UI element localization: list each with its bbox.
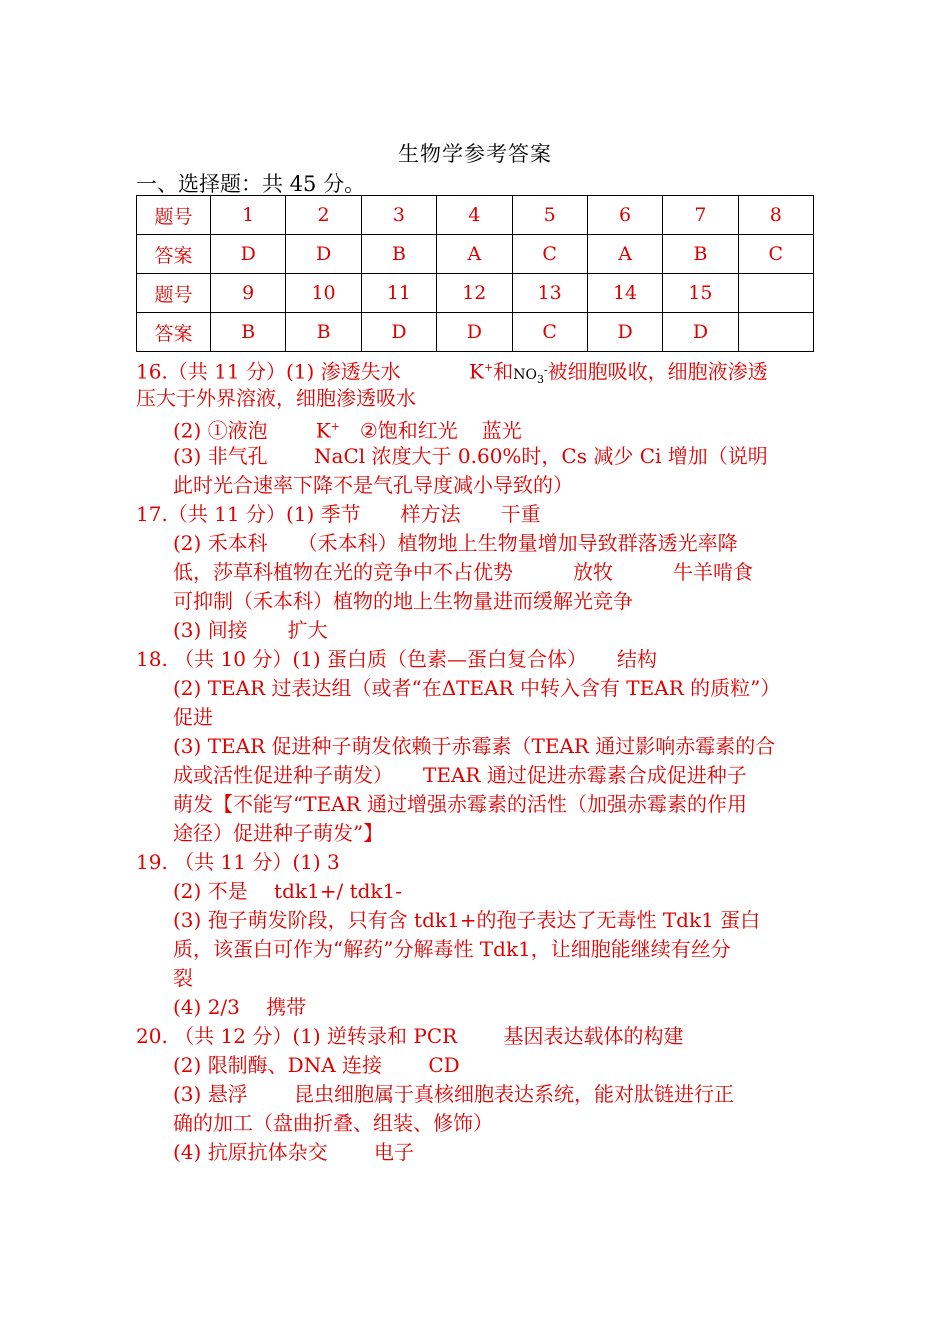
table-cell: 9	[211, 274, 286, 313]
q17-line-3: 低，莎草科植物在光的竞争中不占优势 放牧 牛羊啃食	[173, 560, 753, 584]
q16-line-2: 压大于外界溶液，细胞渗透吸水	[136, 386, 416, 410]
section-heading: 一、选择题：共 45 分。	[136, 172, 366, 196]
table-cell: 6	[587, 196, 662, 235]
q17-line-5: (3) 间接 扩大	[173, 618, 328, 642]
q18-line-7: 途径）促进种子萌发”】	[173, 821, 384, 845]
q19-line-2: (2) 不是 tdk1+/ tdk1-	[173, 879, 403, 903]
table-cell: 12	[437, 274, 512, 313]
q18-line-4: (3) TEAR 促进种子萌发依赖于赤霉素（TEAR 通过影响赤霉素的合	[173, 734, 776, 758]
q19-line-5: 裂	[173, 966, 193, 990]
q16-line-3: (2) ①液泡 K+ ②饱和红光 蓝光	[173, 418, 522, 443]
table-row	[137, 196, 814, 235]
table-cell: A	[437, 235, 512, 274]
q19-line-6: (4) 2/3 携带	[173, 995, 307, 1019]
table-cell: 10	[286, 274, 361, 313]
q20-line-1: 20. （共 12 分）(1) 逆转录和 PCR 基因表达载体的构建	[136, 1024, 684, 1048]
table-cell: 15	[663, 274, 738, 313]
table-row	[137, 235, 814, 274]
q17-line-2: (2) 禾本科 （禾本科）植物地上生物量增加导致群落透光率降	[173, 531, 738, 555]
q20-line-5: (4) 抗原抗体杂交 电子	[173, 1140, 415, 1164]
table-cell: 1	[211, 196, 286, 235]
table-row-header: 题号	[137, 274, 211, 313]
table-cell: A	[587, 235, 662, 274]
table-cell: D	[437, 313, 512, 352]
table-cell: C	[738, 235, 813, 274]
table-cell: D	[663, 313, 738, 352]
table-cell: 13	[512, 274, 587, 313]
table-cell: B	[211, 313, 286, 352]
table-cell	[738, 313, 813, 352]
q16-line-5: 此时光合速率下降不是气孔导度减小导致的）	[173, 473, 573, 497]
table-row	[137, 274, 814, 313]
q16-line-4: (3) 非气孔 NaCl 浓度大于 0.60%时，Cs 减少 Ci 增加（说明	[173, 444, 768, 468]
table-cell: 2	[286, 196, 361, 235]
q20-line-3: (3) 悬浮 昆虫细胞属于真核细胞表达系统，能对肽链进行正	[173, 1082, 735, 1106]
q17-line-1: 17.（共 11 分）(1) 季节 样方法 干重	[136, 502, 541, 526]
q18-line-3: 促进	[173, 705, 213, 729]
table-cell: 5	[512, 196, 587, 235]
table-cell: D	[286, 235, 361, 274]
table-cell: D	[211, 235, 286, 274]
table-cell: B	[361, 235, 436, 274]
table-cell: 11	[361, 274, 436, 313]
q19-line-1: 19. （共 11 分）(1) 3	[136, 850, 340, 874]
table-cell: B	[286, 313, 361, 352]
table-cell: 7	[663, 196, 738, 235]
table-cell	[738, 274, 813, 313]
q20-line-2: (2) 限制酶、DNA 连接 CD	[173, 1053, 460, 1077]
q18-line-6: 萌发【不能写“TEAR 通过增强赤霉素的活性（加强赤霉素的作用	[173, 792, 748, 816]
table-row	[137, 313, 814, 352]
q20-line-4: 确的加工（盘曲折叠、组装、修饰）	[173, 1111, 493, 1135]
table-cell: 8	[738, 196, 813, 235]
q18-line-1: 18. （共 10 分）(1) 蛋白质（色素—蛋白复合体） 结构	[136, 647, 658, 671]
q17-line-4: 可抑制（禾本科）植物的地上生物量进而缓解光竞争	[173, 589, 633, 613]
table-cell: D	[361, 313, 436, 352]
table-cell: 3	[361, 196, 436, 235]
q16-line-1: 16.（共 11 分）(1) 渗透失水 K+和$NO_3^-$被细胞吸收，细胞液渗透	[136, 359, 768, 386]
answer-table	[136, 195, 814, 352]
q18-line-5: 成或活性促进种子萌发） TEAR 通过促进赤霉素合成促进种子	[173, 763, 747, 787]
q18-line-2: (2) TEAR 过表达组（或者“在ΔTEAR 中转入含有 TEAR 的质粒”）	[173, 676, 781, 700]
table-cell: 4	[437, 196, 512, 235]
table-cell: C	[512, 235, 587, 274]
table-row-header: 答案	[137, 235, 211, 274]
table-row-header: 题号	[137, 196, 211, 235]
table-row-header: 答案	[137, 313, 211, 352]
table-cell: D	[587, 313, 662, 352]
table-cell: B	[663, 235, 738, 274]
table-cell: C	[512, 313, 587, 352]
q19-line-3: (3) 孢子萌发阶段，只有含 tdk1+的孢子表达了无毒性 Tdk1 蛋白	[173, 908, 761, 932]
q19-line-4: 质，该蛋白可作为“解药”分解毒性 Tdk1，让细胞能继续有丝分	[173, 937, 731, 961]
page-title: 生物学参考答案	[398, 142, 552, 166]
table-cell: 14	[587, 274, 662, 313]
